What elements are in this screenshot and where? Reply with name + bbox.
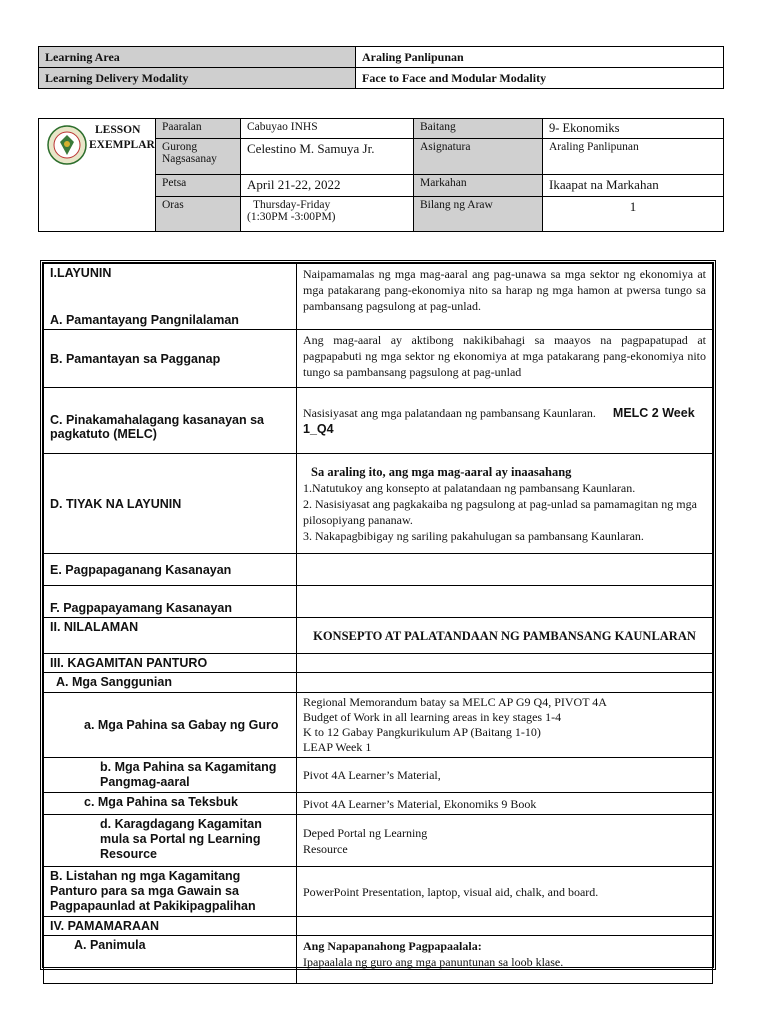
table-row xyxy=(44,936,713,984)
pamantayang-pangnilalaman-cell xyxy=(44,264,297,330)
tiyak-item-2: 2. Nasisiyasat ang pagkakaiba ng pagsulong at pag-unlad sa pamamagitan ng mga pilosopiyang pananaw. xyxy=(303,496,697,527)
melc-value-cell xyxy=(297,388,713,454)
markahan-value: Ikaapat na Markahan xyxy=(543,175,724,197)
table-row xyxy=(44,264,713,330)
kagamitan-panturo-label: III. KAGAMITAN PANTURO xyxy=(44,654,297,673)
araw-label: Bilang ng Araw xyxy=(414,197,543,232)
lesson-header-table xyxy=(38,118,724,232)
table-row xyxy=(44,793,713,815)
layunin-heading: I.LAYUNIN xyxy=(50,266,112,280)
nilalaman-value: KONSEPTO AT PALATANDAAN NG PAMBANSANG KAUNLARAN xyxy=(297,618,713,654)
lesson-label: LESSON xyxy=(95,124,141,136)
modality-value: Face to Face and Modular Modality xyxy=(356,68,724,89)
teksbuk-value: Pivot 4A Learner’s Material, Ekonomiks 9 Book xyxy=(297,793,713,815)
pamantayan-sa-pagganap-value: Ang mag-aaral ay aktibong nakikibahagi sa maayos na pagpapatupad at pagpapabuti ng mga sektor ng ekonomiya at mga patakarang pang-ekonomiya nito tungo sa pambansang pagsulong at pag-unlad xyxy=(297,330,713,388)
school-seal-icon xyxy=(47,125,87,165)
table-row xyxy=(44,454,713,554)
table-row xyxy=(44,693,713,758)
table-row xyxy=(44,618,713,654)
listahan-label: B. Listahan ng mga Kagamitang Panturo para sa mga Gawain sa Pagpapaunlad at Pakikipagpalihan xyxy=(44,867,297,917)
lesson-exemplar-cell xyxy=(39,119,156,232)
gabay-line-3: K to 12 Gabay Pangkurikulum AP (Baitang 1-10) xyxy=(303,725,541,739)
learning-area-label: Learning Area xyxy=(39,47,356,68)
table-row xyxy=(44,815,713,867)
table-row xyxy=(44,758,713,793)
petsa-value: April 21-22, 2022 xyxy=(241,175,414,197)
gabay-line-1: Regional Memorandum batay sa MELC AP G9 Q4, PIVOT 4A xyxy=(303,695,607,709)
table-row xyxy=(44,330,713,388)
tiyak-item-1: 1.Natutukoy ang konsepto at palatandaan ng pambansang Kaunlaran. xyxy=(303,480,636,495)
learning-area-row xyxy=(39,47,724,68)
learning-area-table xyxy=(38,46,724,89)
gabay-ng-guro-value xyxy=(297,693,713,758)
oras-label: Oras xyxy=(156,197,241,232)
nilalaman-label: II. NILALAMAN xyxy=(44,618,297,654)
portal-value xyxy=(297,815,713,867)
paaralan-value: Cabuyao INHS xyxy=(241,119,414,139)
melc-value: Nasisiyasat ang mga palatandaan ng pambansang Kaunlaran. xyxy=(303,405,596,420)
guro-label: Gurong Nagsasanay xyxy=(156,139,241,175)
pamantayang-pangnilalaman-label: A. Pamantayang Pangnilalaman xyxy=(50,313,239,327)
kagamitang-pangmag-aaral-value: Pivot 4A Learner’s Material, xyxy=(297,758,713,793)
oras-days: Thursday-Friday xyxy=(253,199,331,211)
oras-time: (1:30PM -3:00PM) xyxy=(247,211,336,223)
baitang-label: Baitang xyxy=(414,119,543,139)
lesson-plan-table xyxy=(40,260,716,970)
gabay-line-4: LEAP Week 1 xyxy=(303,740,372,754)
panimula-value xyxy=(297,936,713,984)
melc-label: C. Pinakamahalagang kasanayan sa pagkatuto (MELC) xyxy=(44,388,297,454)
learning-area-value: Araling Panlipunan xyxy=(356,47,724,68)
modality-label: Learning Delivery Modality xyxy=(39,68,356,89)
asignatura-label: Asignatura xyxy=(414,139,543,175)
paaralan-label: Paaralan xyxy=(156,119,241,139)
tiyak-na-layunin-label: D. TIYAK NA LAYUNIN xyxy=(44,454,297,554)
table-row xyxy=(44,554,713,586)
kagamitang-pangmag-aaral-label: b. Mga Pahina sa Kagamitang Pangmag-aaral xyxy=(44,758,297,793)
exemplar-label: EXEMPLAR xyxy=(89,139,155,151)
table-row xyxy=(44,654,713,673)
pagpapaganang-kasanayan-value xyxy=(297,554,713,586)
markahan-label: Markahan xyxy=(414,175,543,197)
mga-sanggunian-label: A. Mga Sanggunian xyxy=(44,673,297,693)
petsa-label: Petsa xyxy=(156,175,241,197)
kagamitan-panturo-value xyxy=(297,654,713,673)
oras-value xyxy=(241,197,414,232)
pagpapayamang-kasanayan-label: F. Pagpapayamang Kasanayan xyxy=(44,586,297,618)
portal-line-1: Deped Portal ng Learning xyxy=(303,825,428,840)
tiyak-na-layunin-value xyxy=(297,454,713,554)
table-row xyxy=(44,673,713,693)
mga-sanggunian-value xyxy=(297,673,713,693)
melc-week: MELC 2 Week 1_Q4 xyxy=(303,405,695,436)
modality-row xyxy=(39,68,724,89)
table-row xyxy=(44,388,713,454)
portal-label: d. Karagdagang Kagamitan mula sa Portal ng Learning Resource xyxy=(44,815,297,867)
pamamaraan-label: IV. PAMAMARAAN xyxy=(44,917,297,936)
panimula-label: A. Panimula xyxy=(44,936,297,984)
listahan-value: PowerPoint Presentation, laptop, visual aid, chalk, and board. xyxy=(297,867,713,917)
tiyak-item-3: 3. Nakapagbibigay ng sariling pakahulugan sa pambansang Kaunlaran. xyxy=(303,528,644,543)
table-row xyxy=(44,917,713,936)
tiyak-intro: Sa araling ito, ang mga mag-aaral ay inaasahang xyxy=(311,464,572,479)
panimula-title: Ang Napapanahong Pagpapaalala: xyxy=(303,939,482,953)
portal-line-2: Resource xyxy=(303,841,348,856)
pamantayang-pangnilalaman-value: Naipamamalas ng mga mag-aaral ang pag-unawa sa mga sektor ng ekonomiya at mga patakarang pang-ekonomiya nito sa harap ng mga hamon at pwersa tungo sa pambansang pagsulong at pag-unlad. xyxy=(297,264,713,330)
table-row xyxy=(44,586,713,618)
gabay-ng-guro-label: a. Mga Pahina sa Gabay ng Guro xyxy=(44,693,297,758)
pamantayan-sa-pagganap-label: B. Pamantayan sa Pagganap xyxy=(44,330,297,388)
guro-value: Celestino M. Samuya Jr. xyxy=(241,139,414,175)
table-row xyxy=(44,867,713,917)
baitang-value: 9- Ekonomiks xyxy=(543,119,724,139)
panimula-text: Ipapaalala ng guro ang mga panuntunan sa loob klase. xyxy=(303,955,564,969)
pagpapayamang-kasanayan-value xyxy=(297,586,713,618)
asignatura-value: Araling Panlipunan xyxy=(543,139,724,175)
araw-value: 1 xyxy=(543,197,724,232)
pamamaraan-value xyxy=(297,917,713,936)
gabay-line-2: Budget of Work in all learning areas in key stages 1-4 xyxy=(303,710,562,724)
teksbuk-label: c. Mga Pahina sa Teksbuk xyxy=(44,793,297,815)
pagpapaganang-kasanayan-label: E. Pagpapaganang Kasanayan xyxy=(44,554,297,586)
